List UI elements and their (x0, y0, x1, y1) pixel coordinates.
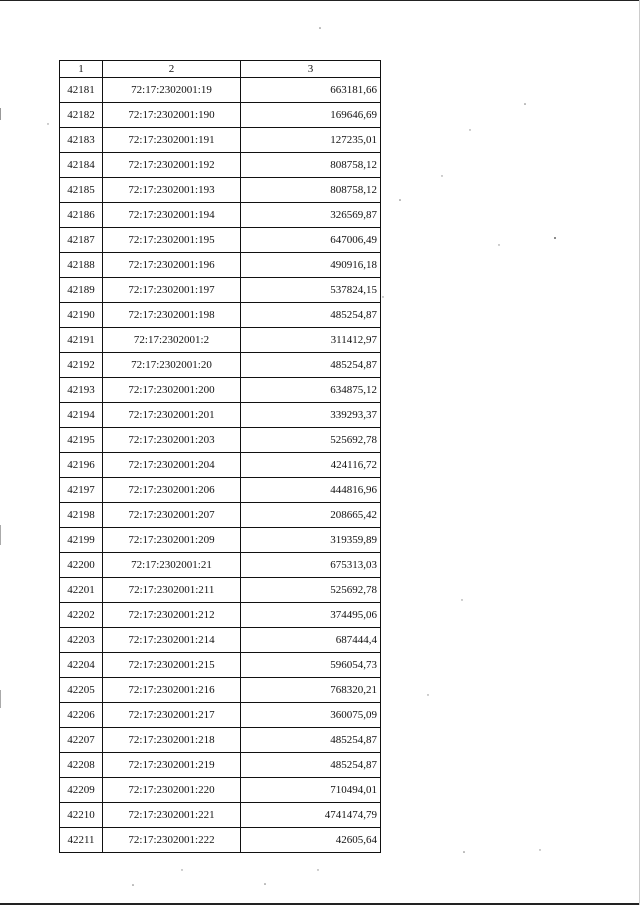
table-body (60, 78, 381, 853)
table-row (60, 778, 381, 803)
cadastral-number-cell: 72:17:2302001:211 (103, 578, 241, 603)
column-header-2: 2 (103, 61, 241, 78)
value-cell: 424116,72 (241, 453, 381, 478)
value-cell: 360075,09 (241, 703, 381, 728)
row-number-cell: 42190 (60, 303, 103, 328)
table-row (60, 128, 381, 153)
row-number-cell: 42197 (60, 478, 103, 503)
value-cell: 374495,06 (241, 603, 381, 628)
value-cell: 485254,87 (241, 303, 381, 328)
table-row (60, 103, 381, 128)
value-cell: 537824,15 (241, 278, 381, 303)
value-cell: 485254,87 (241, 753, 381, 778)
cadastral-number-cell: 72:17:2302001:19 (103, 78, 241, 103)
value-cell: 319359,89 (241, 528, 381, 553)
value-cell: 485254,87 (241, 728, 381, 753)
cadastral-number-cell: 72:17:2302001:219 (103, 753, 241, 778)
cadastral-number-cell: 72:17:2302001:201 (103, 403, 241, 428)
table-row (60, 753, 381, 778)
value-cell: 634875,12 (241, 378, 381, 403)
cadastral-number-cell: 72:17:2302001:194 (103, 203, 241, 228)
cadastral-number-cell: 72:17:2302001:217 (103, 703, 241, 728)
cadastral-number-cell: 72:17:2302001:196 (103, 253, 241, 278)
column-header-3: 3 (241, 61, 381, 78)
row-number-cell: 42183 (60, 128, 103, 153)
table-row (60, 728, 381, 753)
row-number-cell: 42185 (60, 178, 103, 203)
value-cell: 444816,96 (241, 478, 381, 503)
value-cell: 169646,69 (241, 103, 381, 128)
cadastral-value-table (59, 60, 381, 853)
value-cell: 768320,21 (241, 678, 381, 703)
table-row (60, 828, 381, 853)
value-cell: 525692,78 (241, 578, 381, 603)
table-row (60, 503, 381, 528)
cadastral-number-cell: 72:17:2302001:2 (103, 328, 241, 353)
row-number-cell: 42187 (60, 228, 103, 253)
row-number-cell: 42188 (60, 253, 103, 278)
value-cell: 663181,66 (241, 78, 381, 103)
value-cell: 339293,37 (241, 403, 381, 428)
row-number-cell: 42192 (60, 353, 103, 378)
value-cell: 710494,01 (241, 778, 381, 803)
row-number-cell: 42202 (60, 603, 103, 628)
table-row (60, 303, 381, 328)
column-header-1: 1 (60, 61, 103, 78)
row-number-cell: 42210 (60, 803, 103, 828)
table-row (60, 578, 381, 603)
value-cell: 311412,97 (241, 328, 381, 353)
cadastral-number-cell: 72:17:2302001:21 (103, 553, 241, 578)
row-number-cell: 42201 (60, 578, 103, 603)
cadastral-number-cell: 72:17:2302001:20 (103, 353, 241, 378)
value-cell: 4741474,79 (241, 803, 381, 828)
table-row (60, 278, 381, 303)
table-row (60, 553, 381, 578)
row-number-cell: 42191 (60, 328, 103, 353)
value-cell: 808758,12 (241, 153, 381, 178)
value-cell: 596054,73 (241, 653, 381, 678)
row-number-cell: 42186 (60, 203, 103, 228)
cadastral-number-cell: 72:17:2302001:207 (103, 503, 241, 528)
table-row (60, 428, 381, 453)
cadastral-number-cell: 72:17:2302001:193 (103, 178, 241, 203)
cadastral-number-cell: 72:17:2302001:212 (103, 603, 241, 628)
cadastral-number-cell: 72:17:2302001:221 (103, 803, 241, 828)
row-number-cell: 42184 (60, 153, 103, 178)
table-row (60, 453, 381, 478)
cadastral-number-cell: 72:17:2302001:216 (103, 678, 241, 703)
table-row (60, 803, 381, 828)
row-number-cell: 42200 (60, 553, 103, 578)
table-row (60, 153, 381, 178)
cadastral-number-cell: 72:17:2302001:191 (103, 128, 241, 153)
value-cell: 326569,87 (241, 203, 381, 228)
row-number-cell: 42205 (60, 678, 103, 703)
row-number-cell: 42204 (60, 653, 103, 678)
cadastral-number-cell: 72:17:2302001:209 (103, 528, 241, 553)
row-number-cell: 42199 (60, 528, 103, 553)
table-row (60, 378, 381, 403)
table-header-row (60, 61, 381, 78)
cadastral-number-cell: 72:17:2302001:192 (103, 153, 241, 178)
row-number-cell: 42203 (60, 628, 103, 653)
value-cell: 485254,87 (241, 353, 381, 378)
table-row (60, 478, 381, 503)
row-number-cell: 42195 (60, 428, 103, 453)
cadastral-number-cell: 72:17:2302001:215 (103, 653, 241, 678)
row-number-cell: 42198 (60, 503, 103, 528)
value-cell: 127235,01 (241, 128, 381, 153)
cadastral-number-cell: 72:17:2302001:198 (103, 303, 241, 328)
value-cell: 808758,12 (241, 178, 381, 203)
value-cell: 687444,4 (241, 628, 381, 653)
row-number-cell: 42194 (60, 403, 103, 428)
table-row (60, 178, 381, 203)
cadastral-number-cell: 72:17:2302001:206 (103, 478, 241, 503)
table-row (60, 703, 381, 728)
cadastral-number-cell: 72:17:2302001:220 (103, 778, 241, 803)
value-cell: 208665,42 (241, 503, 381, 528)
table-row (60, 353, 381, 378)
cadastral-number-cell: 72:17:2302001:203 (103, 428, 241, 453)
row-number-cell: 42211 (60, 828, 103, 853)
row-number-cell: 42181 (60, 78, 103, 103)
table-row (60, 403, 381, 428)
cadastral-number-cell: 72:17:2302001:222 (103, 828, 241, 853)
cadastral-number-cell: 72:17:2302001:218 (103, 728, 241, 753)
cadastral-number-cell: 72:17:2302001:190 (103, 103, 241, 128)
row-number-cell: 42189 (60, 278, 103, 303)
value-cell: 490916,18 (241, 253, 381, 278)
table-row (60, 628, 381, 653)
row-number-cell: 42208 (60, 753, 103, 778)
table-row (60, 328, 381, 353)
cadastral-number-cell: 72:17:2302001:204 (103, 453, 241, 478)
value-cell: 525692,78 (241, 428, 381, 453)
cadastral-number-cell: 72:17:2302001:200 (103, 378, 241, 403)
cadastral-number-cell: 72:17:2302001:195 (103, 228, 241, 253)
table-row (60, 253, 381, 278)
table-row (60, 528, 381, 553)
value-cell: 42605,64 (241, 828, 381, 853)
row-number-cell: 42193 (60, 378, 103, 403)
value-cell: 647006,49 (241, 228, 381, 253)
row-number-cell: 42196 (60, 453, 103, 478)
table-row (60, 653, 381, 678)
table-row (60, 678, 381, 703)
table-row (60, 203, 381, 228)
cadastral-number-cell: 72:17:2302001:197 (103, 278, 241, 303)
value-cell: 675313,03 (241, 553, 381, 578)
row-number-cell: 42182 (60, 103, 103, 128)
cadastral-number-cell: 72:17:2302001:214 (103, 628, 241, 653)
table-row (60, 78, 381, 103)
row-number-cell: 42206 (60, 703, 103, 728)
table-row (60, 228, 381, 253)
row-number-cell: 42209 (60, 778, 103, 803)
row-number-cell: 42207 (60, 728, 103, 753)
table-row (60, 603, 381, 628)
